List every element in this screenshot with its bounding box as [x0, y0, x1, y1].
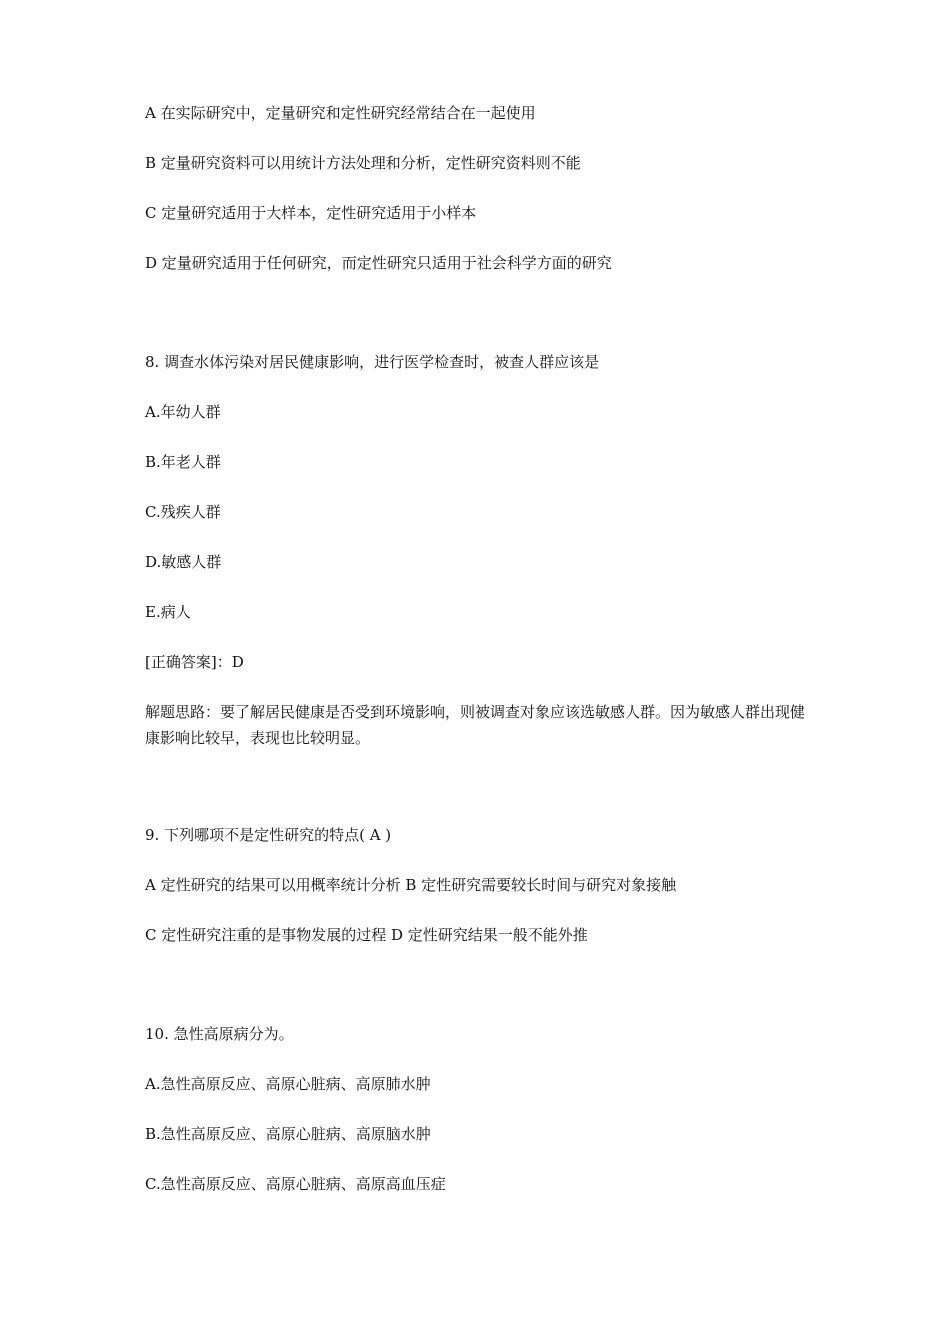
q7-option-a: A 在实际研究中，定量研究和定性研究经常结合在一起使用: [145, 104, 536, 122]
q7-option-b: B 定量研究资料可以用统计方法处理和分析，定性研究资料则不能: [145, 154, 581, 172]
q10-option-a: A.急性高原反应、高原心脏病、高原肺水肿: [145, 1075, 431, 1093]
q8-option-a: A.年幼人群: [145, 403, 221, 421]
q9-question: 9. 下列哪项不是定性研究的特点( A ): [145, 826, 392, 844]
q9-options-line-2: C 定性研究注重的是事物发展的过程 D 定性研究结果一般不能外推: [145, 926, 588, 944]
q8-question: 8. 调查水体污染对居民健康影响，进行医学检查时，被查人群应该是: [145, 353, 600, 371]
q10-question: 10. 急性高原病分为。: [145, 1025, 294, 1043]
q7-option-c: C 定量研究适用于大样本，定性研究适用于小样本: [145, 204, 477, 222]
q8-option-b: B.年老人群: [145, 453, 221, 471]
q8-option-c: C.残疾人群: [145, 503, 221, 521]
q8-option-d: D.敏感人群: [145, 553, 222, 571]
q9-options-line-1: A 定性研究的结果可以用概率统计分析 B 定性研究需要较长时间与研究对象接触: [145, 876, 677, 894]
q8-explanation: 解题思路：要了解居民健康是否受到环境影响，则被调查对象应该选敏感人群。因为敏感人群出现健康影响比较早，表现也比较明显。: [145, 703, 806, 747]
q10-option-c: C.急性高原反应、高原心脏病、高原高血压症: [145, 1175, 446, 1193]
q10-option-b: B.急性高原反应、高原心脏病、高原脑水肿: [145, 1125, 431, 1143]
q8-answer: [正确答案]：D: [145, 653, 244, 671]
q8-option-e: E.病人: [145, 603, 191, 621]
q7-option-d: D 定量研究适用于任何研究，而定性研究只适用于社会科学方面的研究: [145, 254, 612, 272]
